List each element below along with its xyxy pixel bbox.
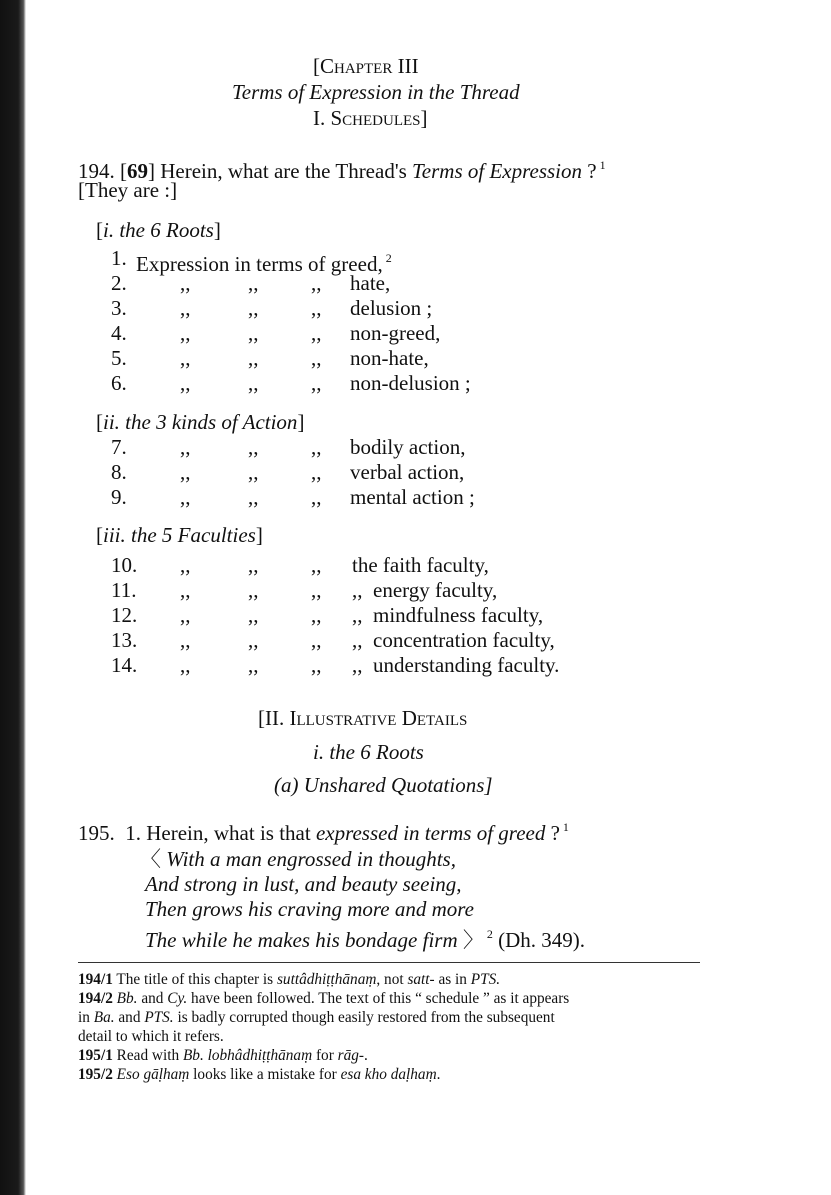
footnote-line: 195/1 Read with Bb. lobhâdhiṭṭhānaṃ for rāg-. [78,1047,368,1064]
list-item-text: mental action ; [350,485,475,509]
verse-line-4: The while he makes his bondage firm 〉 $^2$ (Dh. 349). [145,927,586,952]
ditto-mark: ,, [311,628,322,652]
ditto-mark: ,, [311,653,322,677]
list-item-number: 11. [111,578,137,602]
footnote-line: in Ba. and PTS. is badly corrupted though easily restored from the subsequent [78,1009,555,1026]
list-item-text: delusion ; [350,296,433,320]
footnote-ref: 195/2 [78,1066,113,1083]
ditto-mark: ,, [248,460,259,484]
footnote-rule [78,962,700,963]
scan-binding-edge [0,0,26,1195]
list-item-text: non-greed, [350,321,441,345]
section2-subsubheading: (a) Unshared Quotations] [274,773,493,797]
ditto-mark: ,, [311,435,322,459]
section2-subheading: i. the 6 Roots [313,740,424,764]
ditto-mark: ,, [180,603,191,627]
ditto-mark: ,, [311,578,322,602]
list-item-number: 13. [111,628,138,652]
list-item-text: non-hate, [350,346,429,370]
group-heading: [iii. the 5 Faculties] [96,523,263,547]
list-item-number: 8. [111,460,127,484]
paragraph-194: 194. [69] Herein, what are the Thread's Terms of Expression ? $^1$ [78,158,606,183]
section2-heading: [II. Illustrative Details [258,706,468,730]
footnote-line: 194/1 The title of this chapter is suttâdhiṭṭhānaṃ, not satt- as in PTS. [78,971,501,988]
list-item-text: non-delusion ; [350,371,471,395]
group-heading: [i. the 6 Roots] [96,218,221,242]
list-item-text: bodily action, [350,435,466,459]
ditto-mark: ,, [180,321,191,345]
paragraph-195: 195. 1. Herein, what is that expressed in terms of greed ? $^1$ [78,820,569,845]
list-item-text: hate, [350,271,391,295]
list-item-text: the faith faculty, [352,553,489,577]
list-item-text: ,, understanding faculty. [352,653,560,677]
list-item-number: 1. [111,246,127,270]
ditto-mark: ,, [248,346,259,370]
ditto-mark: ,, [248,553,259,577]
ditto-mark: ,, [248,371,259,395]
ditto-mark: ,, [248,321,259,345]
ditto-mark: ,, [180,296,191,320]
list-item-number: 10. [111,553,138,577]
ditto-mark: ,, [180,485,191,509]
footnote-ref: 195/1 [78,1047,113,1064]
list-item-number: 14. [111,653,138,677]
ditto-mark: ,, [180,553,191,577]
list-item-number: 7. [111,435,127,459]
ditto-mark: ,, [311,321,322,345]
list-item-text: ,, energy faculty, [352,578,498,602]
list-item-number: 12. [111,603,138,627]
ditto-mark: ,, [180,371,191,395]
footnote-ref: 194/1 [78,971,113,988]
ditto-mark: ,, [180,346,191,370]
ditto-mark: ,, [180,578,191,602]
verse-line-3: Then grows his craving more and more [145,897,474,921]
ditto-mark: ,, [248,603,259,627]
ditto-mark: ,, [311,603,322,627]
ditto-mark: ,, [248,653,259,677]
ditto-mark: ,, [180,653,191,677]
ditto-mark: ,, [248,578,259,602]
ditto-mark: ,, [180,628,191,652]
ditto-mark: ,, [180,460,191,484]
ditto-mark: ,, [311,271,322,295]
ditto-mark: ,, [311,296,322,320]
ditto-mark: ,, [248,628,259,652]
list-item-text: ,, concentration faculty, [352,628,555,652]
list-item-number: 4. [111,321,127,345]
ditto-mark: ,, [311,553,322,577]
ditto-mark: ,, [248,485,259,509]
ditto-mark: ,, [248,435,259,459]
list-item-text: verbal action, [350,460,465,484]
footnote-ref: 194/2 [78,990,113,1007]
list-item-number: 9. [111,485,127,509]
paragraph-194-line2: [They are :] [78,178,178,202]
chapter-title: Terms of Expression in the Thread [232,80,520,104]
section-heading: I. Schedules] [313,106,428,130]
footnote-line: 195/2 Eso gāḷhaṃ looks like a mistake for esa kho daḷhaṃ. [78,1066,441,1083]
ditto-mark: ,, [311,485,322,509]
footnote-line: 194/2 Bb. and Cy. have been followed. The text of this “ schedule ” as it appears [78,990,570,1007]
ditto-mark: ,, [248,296,259,320]
list-item-text: ,, mindfulness faculty, [352,603,544,627]
verse-line-2: And strong in lust, and beauty seeing, [145,872,462,896]
list-item-number: 5. [111,346,127,370]
ditto-mark: ,, [311,460,322,484]
verse-line-1: 〈 With a man engrossed in thoughts, [140,847,456,871]
ditto-mark: ,, [180,271,191,295]
chapter-heading: [Chapter III [313,54,419,78]
footnotes [78,970,703,1084]
list-item-text: Expression in terms of greed, $^2$ [136,251,392,276]
ditto-mark: ,, [311,346,322,370]
list-item-number: 3. [111,296,127,320]
list-item-number: 2. [111,271,127,295]
list-item-number: 6. [111,371,127,395]
ditto-mark: ,, [248,271,259,295]
ditto-mark: ,, [311,371,322,395]
ditto-mark: ,, [180,435,191,459]
footnote-line: detail to which it refers. [78,1028,224,1045]
group-heading: [ii. the 3 kinds of Action] [96,410,305,434]
